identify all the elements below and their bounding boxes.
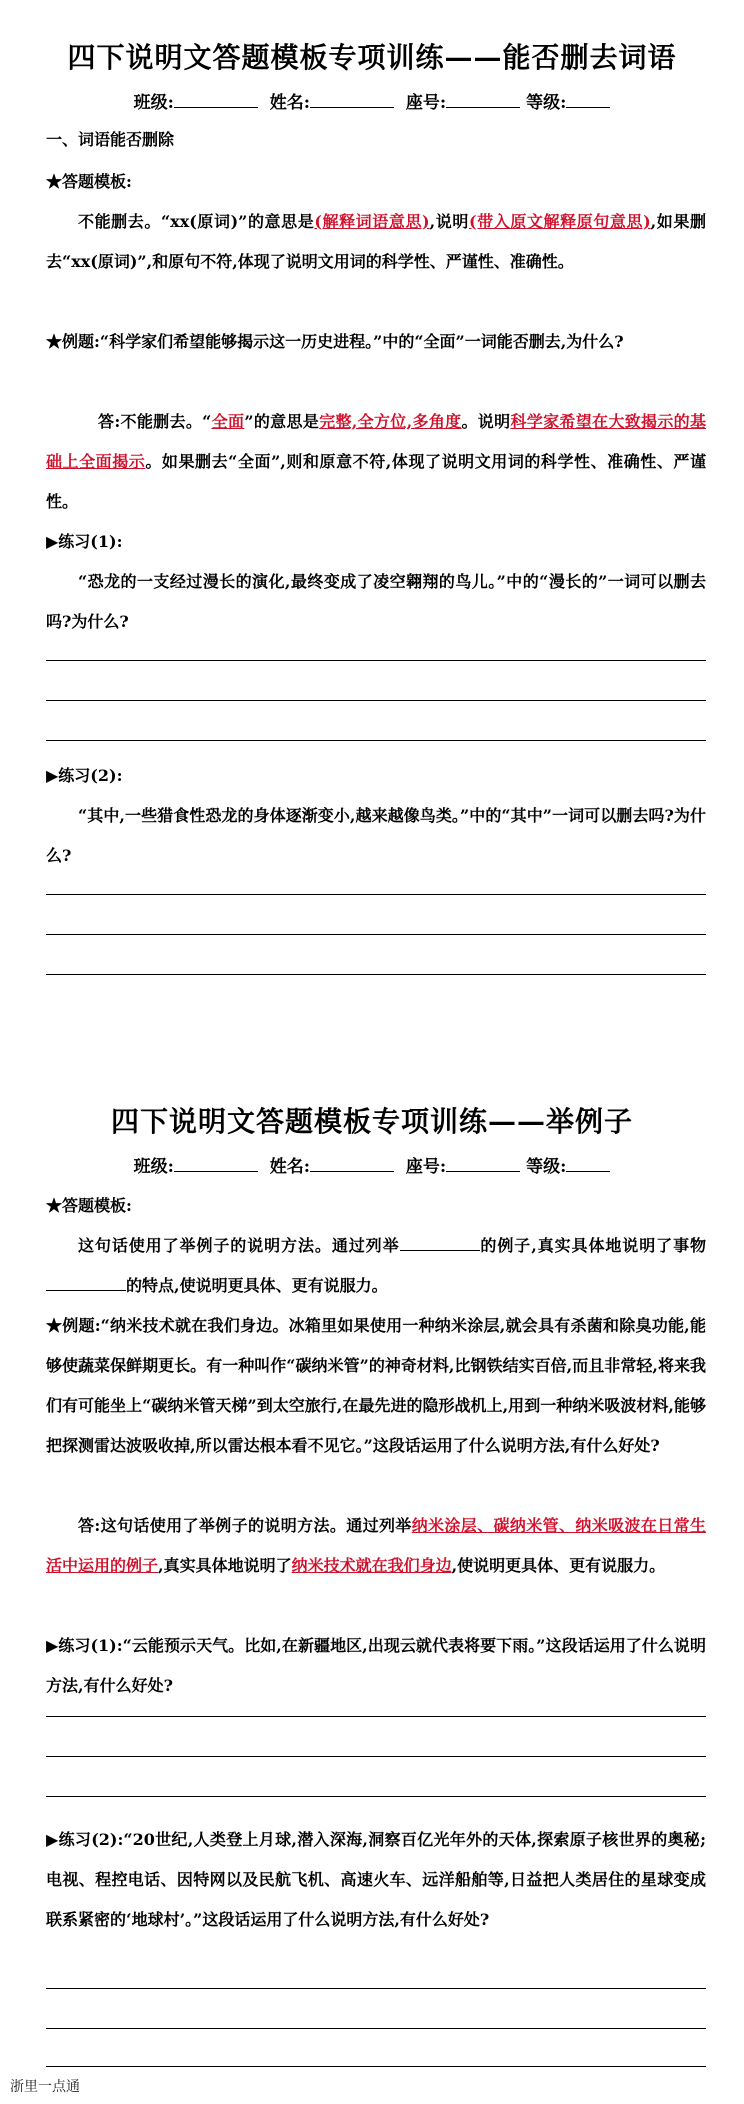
- grade-blank[interactable]: [566, 1155, 610, 1172]
- section2-template-text: 这句话使用了举例子的说明方法。通过列举 的例子,真实具体地说明了事物的特点,使说明更具体、更有说服力。: [46, 1226, 706, 1306]
- seat-blank[interactable]: [446, 91, 520, 108]
- seat-blank[interactable]: [446, 1155, 520, 1172]
- template-blank-1[interactable]: [400, 1234, 480, 1251]
- answer-line[interactable]: [46, 894, 706, 895]
- answer-line[interactable]: [46, 2066, 706, 2067]
- grade-blank[interactable]: [566, 91, 610, 108]
- section1-exercise1-text: “恐龙的一支经过漫长的演化,最终变成了凌空翱翔的鸟儿。”中的“漫长的”一词可以删去吗?为什么?: [46, 572, 706, 631]
- answer-line[interactable]: [46, 974, 706, 975]
- section1-exercise2-label: ▶练习(2):: [46, 766, 123, 785]
- answer-line[interactable]: [46, 934, 706, 935]
- section1-template-text: 不能删去。“xx(原词)”的意思是(解释词语意思),说明(带入原文解释原句意思),如果删去“xx(原词)”,和原句不符,体现了说明文用词的科学性、严谨性、准确性。: [46, 212, 706, 271]
- section2-exercise2: ▶练习(2):“20世纪,人类登上月球,潜入深海,洞察百亿光年外的天体,探索原子核世界的奥秘;电视、程控电话、因特网以及民航飞机、高速火车、远洋船舶等,日益把人类居住的星球变成联系紧密的‘地球村’。”这段话运用了什么说明方法,有什么好处?: [46, 1830, 706, 1929]
- section1-template-label: ★答题模板:: [46, 172, 132, 191]
- section1-exercise2-text: “其中,一些猎食性恐龙的身体逐渐变小,越来越像鸟类。”中的“其中”一词可以删去吗?为什么?: [46, 806, 706, 865]
- name-blank[interactable]: [310, 91, 394, 108]
- answer-line[interactable]: [46, 740, 706, 741]
- section1-answer: 答:不能删去。“全面”的意思是完整,全方位,多角度。说明科学家希望在大致揭示的基础上全面揭示。如果删去“全面”,则和原意不符,体现了说明文用词的科学性、准确性、严谨性。: [46, 412, 706, 511]
- seat-label: 座号:: [405, 93, 447, 113]
- name-blank[interactable]: [310, 1155, 394, 1172]
- template-red-2: (带入原文解释原句意思): [468, 212, 651, 231]
- section2-info-line: 班级: 姓名: 座号: 等级:: [0, 1152, 744, 1177]
- section1-title: 四下说明文答题模板专项训练——能否删去词语: [67, 41, 677, 74]
- answer-line[interactable]: [46, 2028, 706, 2029]
- answer-line[interactable]: [46, 1796, 706, 1797]
- class-blank[interactable]: [174, 1155, 258, 1172]
- answer-line[interactable]: [46, 1716, 706, 1717]
- class-label: 班级:: [133, 93, 174, 113]
- answer-line[interactable]: [46, 1988, 706, 1989]
- name-label: 姓名:: [269, 93, 311, 113]
- section2-exercise1: ▶练习(1):“云能预示天气。比如,在新疆地区,出现云就代表将要下雨。”这段话运用了什么说明方法,有什么好处?: [46, 1636, 706, 1695]
- answer-line[interactable]: [46, 1756, 706, 1757]
- template-red-1: (解释词语意思): [314, 212, 430, 231]
- grade-label: 等级:: [526, 93, 567, 113]
- section2-template-label: ★答题模板:: [46, 1196, 132, 1215]
- section1-exercise1-label: ▶练习(1):: [46, 532, 123, 551]
- section2-title: 四下说明文答题模板专项训练——举例子: [110, 1105, 633, 1138]
- section2-answer: 答:这句话使用了举例子的说明方法。通过列举纳米涂层、碳纳米管、纳米吸波在日常生活中运用的例子,真实具体地说明了纳米技术就在我们身边,使说明更具体、更有说服力。: [46, 1516, 706, 1575]
- answer-line[interactable]: [46, 660, 706, 661]
- footer-watermark: 浙里一点通: [10, 2079, 80, 2095]
- template-blank-2[interactable]: [46, 1274, 126, 1291]
- section2-example: ★例题:“纳米技术就在我们身边。冰箱里如果使用一种纳米涂层,就会具有杀菌和除臭功能,能够使蔬菜保鲜期更长。有一种叫作“碳纳米管”的神奇材料,比钢铁结实百倍,而且非常轻,将来我们有可能坐上“碳纳米管天梯”到太空旅行,在最先进的隐形战机上,用到一种纳米吸波材料,能够把探测雷达波吸收掉,所以雷达根本看不见它。”这段话运用了什么说明方法,有什么好处?: [46, 1316, 706, 1455]
- section1-info-line: [0, 88, 744, 113]
- section1-example: ★例题:“科学家们希望能够揭示这一历史进程。”中的“全面”一词能否删去,为什么?: [46, 332, 624, 351]
- section1-heading: 一、词语能否删除: [46, 130, 175, 149]
- answer-line[interactable]: [46, 700, 706, 701]
- class-blank[interactable]: [174, 91, 258, 108]
